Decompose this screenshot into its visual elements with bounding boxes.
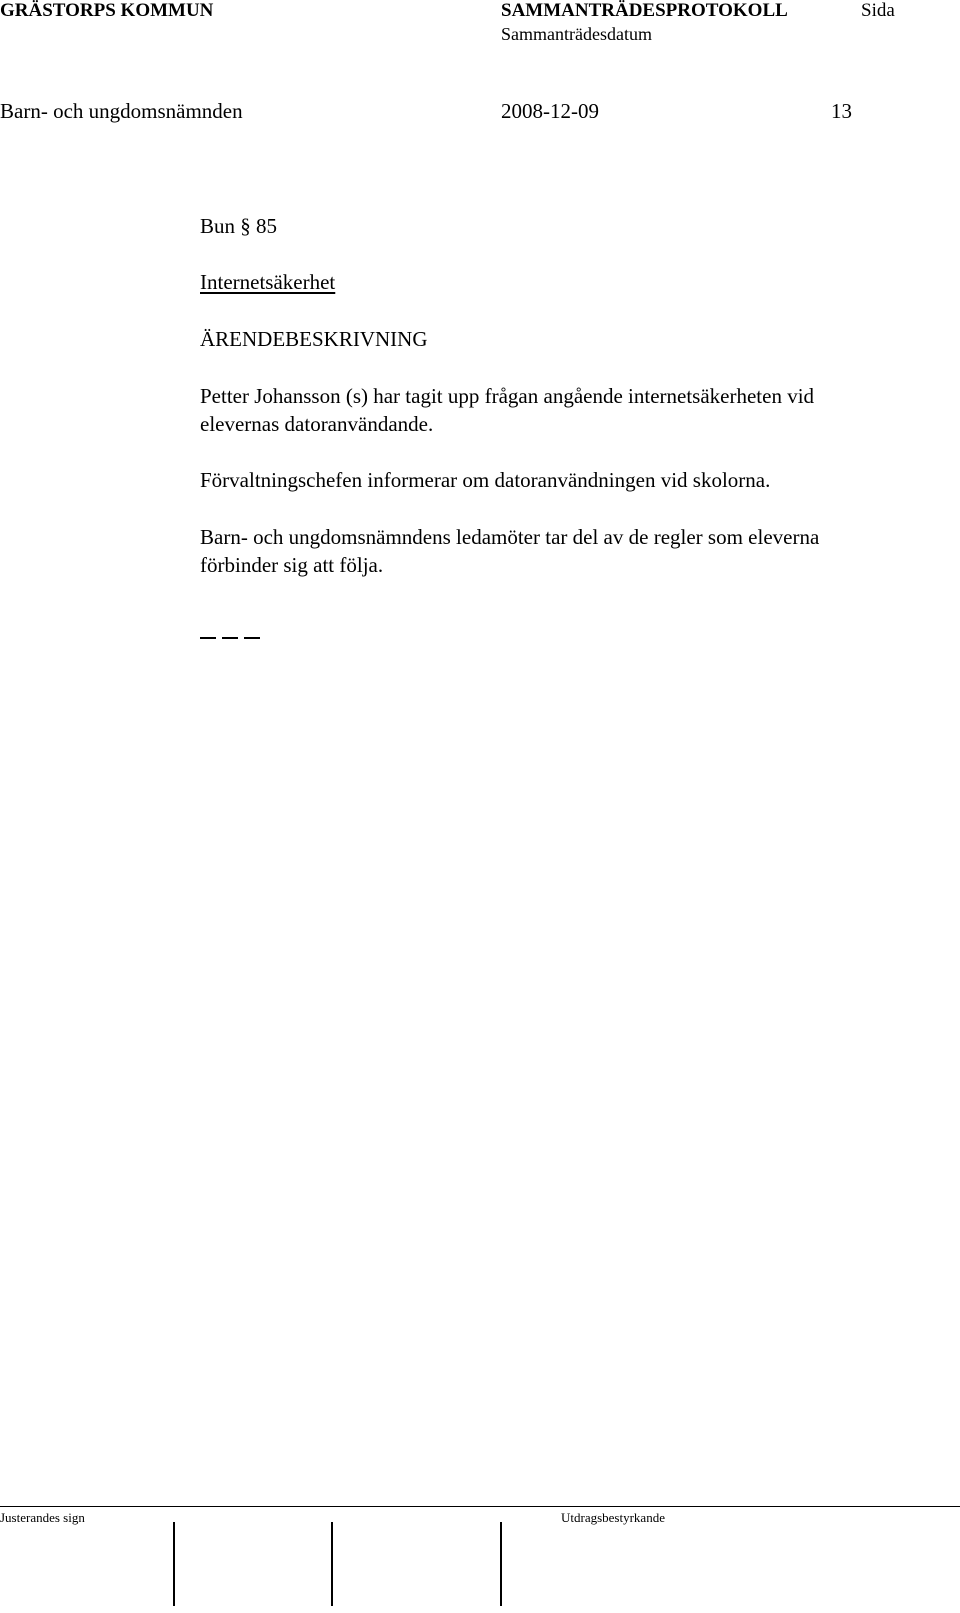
- paragraph-2: Förvaltningschefen informerar om datoranvändningen vid skolorna.: [200, 468, 771, 492]
- page-number: 13: [831, 99, 852, 123]
- board-name: Barn- och ungdomsnämnden: [0, 99, 243, 123]
- extract-certifier-label: Utdragsbestyrkande: [561, 1510, 665, 1525]
- page-label: Sida: [861, 0, 895, 21]
- paragraph-3-line-2: förbinder sig att följa.: [200, 553, 384, 577]
- paragraph-1-line-1: Petter Johansson (s) har tagit upp frågan angående internetsäkerheten vid: [200, 384, 815, 408]
- meeting-date-label: Sammanträdesdatum: [501, 24, 652, 44]
- adjusters-sign-label: Justerandes sign: [0, 1510, 85, 1525]
- footer-divider: [0, 1506, 960, 1507]
- protocol-title: SAMMANTRÄDESPROTOKOLL: [501, 0, 788, 21]
- subheading: ÄRENDEBESKRIVNING: [200, 327, 428, 351]
- signature-box-divider-3: [500, 1522, 502, 1606]
- paragraph-reference: Bun § 85: [200, 214, 278, 238]
- signature-box-divider-2: [331, 1522, 333, 1606]
- topic-heading: Internetsäkerhet: [200, 270, 336, 294]
- signature-box-divider-1: [173, 1522, 175, 1606]
- municipality-name: GRÄSTORPS KOMMUN: [0, 0, 214, 21]
- paragraph-1-line-2: elevernas datoranvändande.: [200, 412, 434, 436]
- meeting-date: 2008-12-09: [501, 99, 599, 123]
- paragraph-3-line-1: Barn- och ungdomsnämndens ledamöter tar del av de regler som eleverna: [200, 525, 820, 549]
